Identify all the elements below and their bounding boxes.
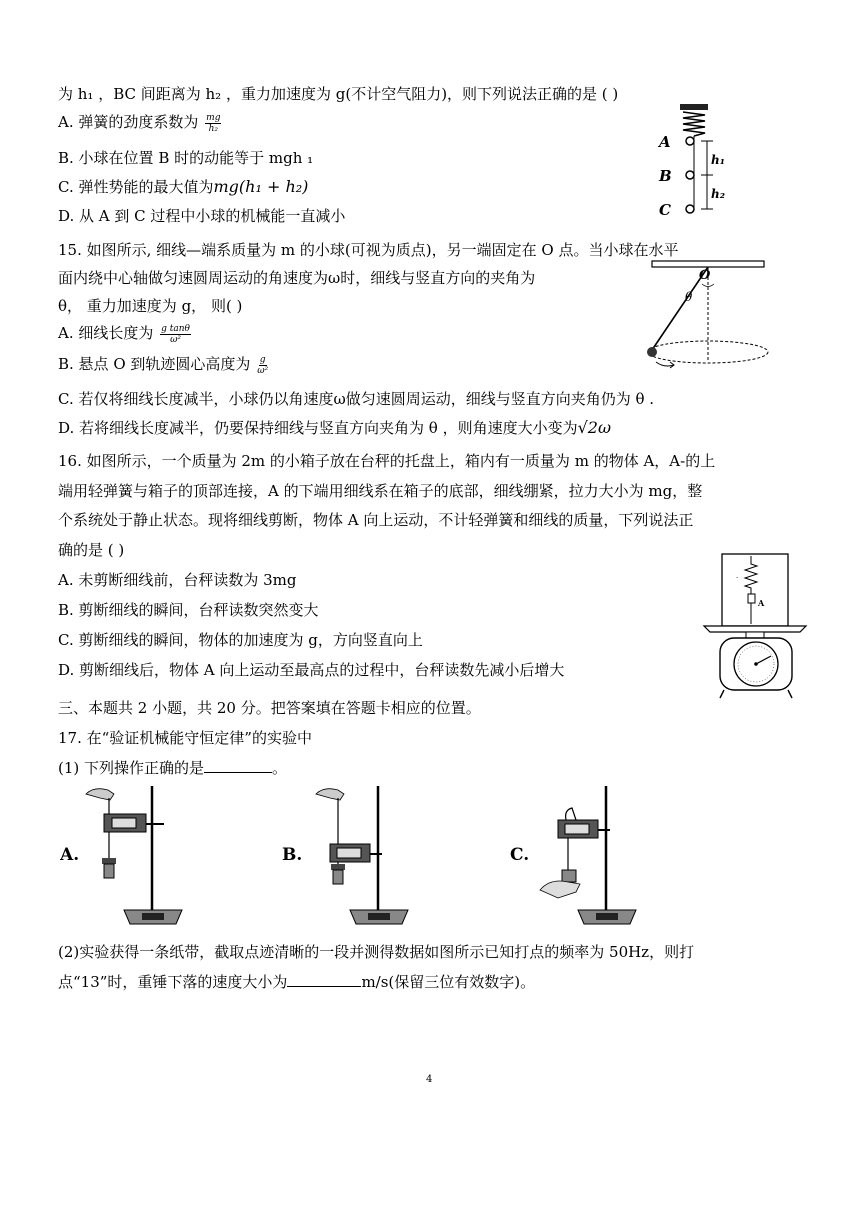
q15-line2: 面内绕中心轴做匀速圆周运动的角速度为ω时，细线与竖直方向的夹角为 bbox=[58, 269, 536, 287]
ball-a bbox=[686, 137, 694, 145]
q15-option-b-text: B. 悬点 O 到轨迹圆心高度为 bbox=[58, 355, 251, 373]
q16-option-c: C. 剪断细线的瞬间，物体的加速度为 g，方向竖直向上 bbox=[58, 631, 423, 649]
q16-line3: 个系统处于静止状态。现将细线剪断，物体 A 向上运动，不计轻弹簧和细线的质量，下列说法正 bbox=[58, 511, 694, 529]
q14-option-a bbox=[58, 112, 221, 134]
q17-part1 bbox=[58, 758, 287, 778]
hand-icon bbox=[316, 789, 344, 800]
fraction-denominator: ω² bbox=[170, 334, 182, 345]
q14-option-d: D. 从 A 到 C 过程中小球的机械能一直减小 bbox=[58, 207, 346, 225]
label-h2: h₂ bbox=[711, 187, 725, 201]
q17-setup-b-figure bbox=[282, 786, 412, 926]
q16-scale-figure bbox=[700, 552, 810, 702]
q17-part2-line2 bbox=[58, 972, 535, 992]
ball-b bbox=[686, 171, 694, 179]
q17-part2-line1: (2)实验获得一条纸带，截取点迹清晰的一段并测得数据如图所示已知打点的频率为 50Hz，则打 bbox=[58, 943, 695, 961]
label-b: B bbox=[659, 167, 672, 185]
pendulum-ball bbox=[647, 347, 657, 357]
answer-blank-2[interactable] bbox=[287, 972, 361, 987]
dot-mark: · bbox=[736, 574, 739, 582]
ceiling-bar bbox=[652, 261, 764, 267]
q17-part2-text: 点“13”时，重锤下落的速度大小为 bbox=[58, 973, 288, 991]
page-number: 4 bbox=[426, 1074, 433, 1085]
q15-line3: θ， 重力加速度为 g， 则( ) bbox=[58, 297, 243, 315]
answer-blank-1[interactable] bbox=[204, 758, 272, 773]
q15-line1: 15. 如图所示, 细线—端系质量为 m 的小球(可视为质点)，另一端固定在 O 点。当小球在水平 bbox=[58, 241, 679, 259]
q16-option-b: B. 剪断细线的瞬间，台秤读数突然变大 bbox=[58, 601, 319, 619]
q15-option-c: C. 若仅将细线长度减半，小球仍以角速度ω做匀速圆周运动，细线与竖直方向夹角仍为 θ . bbox=[58, 390, 655, 408]
q15-option-a-fraction bbox=[160, 324, 191, 345]
q17-setup-a-figure bbox=[60, 786, 190, 926]
q17-part2-suffix: m/s(保留三位有效数字)。 bbox=[361, 973, 536, 991]
fraction-denominator: ω² bbox=[257, 365, 269, 376]
q16-option-a: A. 未剪断细线前，台秤读数为 3mg bbox=[58, 571, 297, 589]
q17-title: 17. 在“验证机械能守恒定律”的实验中 bbox=[58, 729, 312, 747]
label-h1: h₁ bbox=[711, 153, 725, 167]
weight-icon bbox=[104, 864, 114, 878]
q14-option-a-fraction bbox=[205, 113, 221, 134]
scale-pan bbox=[704, 626, 806, 632]
q15-option-d-math: √2ω bbox=[577, 418, 612, 437]
hand-icon bbox=[86, 789, 114, 800]
label-b: B. bbox=[282, 845, 303, 865]
q15-option-a-text: A. 细线长度为 bbox=[58, 324, 154, 342]
paper-tape bbox=[566, 808, 576, 820]
label-a: A bbox=[659, 133, 671, 151]
q16-option-d: D. 剪断细线后，物体 A 向上运动至最高点的过程中，台秤读数先减小后增大 bbox=[58, 661, 565, 679]
label-c: C. bbox=[510, 845, 530, 865]
fraction-numerator: g bbox=[259, 354, 266, 365]
q15-pendulum-figure bbox=[640, 256, 780, 372]
q15-option-d bbox=[58, 418, 611, 438]
q17-part1-text: (1) 下列操作正确的是 bbox=[58, 759, 205, 777]
label-o: O bbox=[699, 268, 711, 283]
q17-part1-end: 。 bbox=[272, 759, 288, 777]
q14-option-c-math: mg(h₁ + h₂) bbox=[213, 177, 309, 196]
q14-option-c-text: C. 弹性势能的最大值为 bbox=[58, 178, 214, 196]
fraction-numerator: g tanθ bbox=[161, 323, 190, 334]
ceiling-block bbox=[680, 104, 708, 110]
q14-option-a-text: A. 弹簧的劲度系数为 bbox=[58, 113, 199, 131]
ball-c bbox=[686, 205, 694, 213]
q17-setup-c-figure bbox=[510, 786, 640, 926]
label-a: A bbox=[758, 598, 765, 608]
q14-option-b: B. 小球在位置 B 时的动能等于 mgh ₁ bbox=[58, 149, 314, 167]
weight-icon bbox=[562, 870, 576, 882]
fraction-denominator: h₂ bbox=[208, 123, 218, 134]
q14-spring-figure bbox=[650, 104, 740, 220]
section-3-heading: 三、本题共 2 小题，共 20 分。把答案填在答题卡相应的位置。 bbox=[58, 699, 481, 717]
q16-line2: 端用轻弹簧与箱子的顶部连接，A 的下端用细线系在箱子的底部，细线绷紧，拉力大小为 mg，整 bbox=[58, 482, 703, 500]
label-a: A. bbox=[60, 845, 80, 865]
q16-line1: 16. 如图所示，一个质量为 2m 的小箱子放在台秤的托盘上，箱内有一质量为 m 的物体 A，A-的上 bbox=[58, 452, 716, 470]
spring-icon bbox=[683, 112, 705, 136]
label-theta: θ bbox=[685, 290, 693, 304]
box bbox=[722, 554, 788, 626]
q15-option-d-text: D. 若将细线长度减半，仍要保持细线与竖直方向夹角为 θ ，则角速度大小变为 bbox=[58, 419, 578, 437]
q16-line4: 确的是 ( ) bbox=[58, 541, 125, 559]
hand-icon bbox=[540, 881, 580, 898]
q15-option-a bbox=[58, 323, 191, 345]
fraction-numerator: mg bbox=[206, 112, 221, 123]
label-c: C bbox=[659, 201, 671, 219]
object-a bbox=[748, 594, 755, 603]
q14-option-c bbox=[58, 177, 308, 197]
q15-option-b-fraction bbox=[257, 355, 268, 376]
weight-icon bbox=[333, 870, 343, 884]
q15-option-b bbox=[58, 354, 268, 376]
q14-stem: 为 h₁ ，BC 间距离为 h₂ ，重力加速度为 g(不计空气阻力)，则下列说法正确的是 ( ) bbox=[58, 85, 619, 103]
